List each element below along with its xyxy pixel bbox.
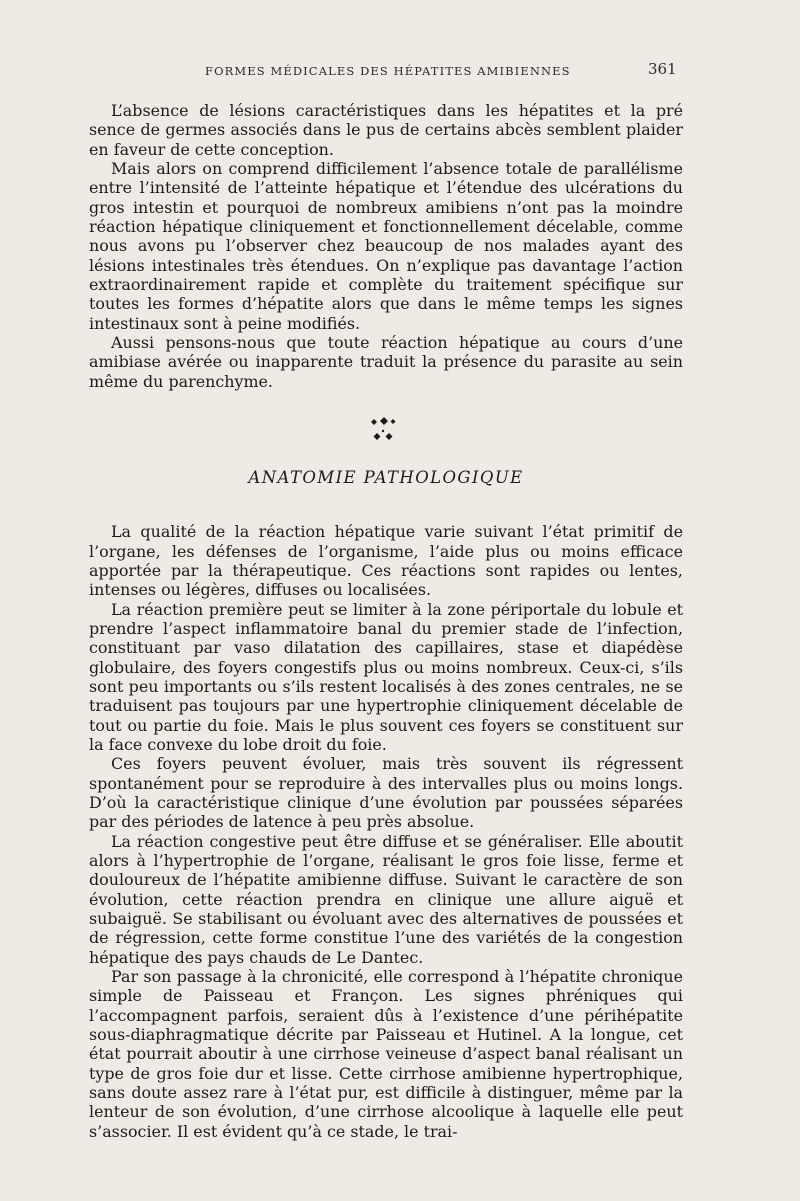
page-number: 361 bbox=[648, 60, 677, 78]
section-ornament bbox=[89, 413, 683, 457]
running-header bbox=[0, 60, 800, 84]
paragraph: Mais alors on comprend difficilement l’absence totale de parallélisme entre l’intensité de l’atteinte hépatique et l’étendue des ulcérations du gros intestin et pourquoi de nombreux amibiens n’ont pas la moindre réaction hépatique cliniquement et fonctionnellement décelable, comme nous avons pu l’observer chez beaucoup de nos malades ayant des lésions intestinales très étendues. On n’explique pas davantage l’action extraordinairement rapide et complète du traitement spécifique sur toutes les formes d’hépatite alors que dans le même temps les signes intestinaux sont à peine modifiés. bbox=[89, 159, 683, 333]
paragraph: Ces foyers peuvent évoluer, mais très souvent ils régressent spontanément pour se reproduire à des intervalles plus ou moins longs. D’où la caractéristique clinique d’une évolution par poussées séparées par des périodes de latence à peu près absolue. bbox=[89, 754, 683, 832]
fleuron-icon bbox=[364, 413, 404, 449]
running-title: FORMES MÉDICALES DES HÉPATITES AMIBIENNES bbox=[205, 64, 571, 78]
section-title: ANATOMIE PATHOLOGIQUE bbox=[248, 468, 524, 488]
paragraph: La réaction première peut se limiter à la zone périportale du lobule et prendre l’aspect inflammatoire banal du premier stade de l’infection, constituant par vaso dilatation des capillaires, stase et diapédèse globulaire, des foyers congestifs plus ou moins nombreux. Ceux-ci, s’ils sont peu importants ou s’ils restent localisés à des zones centrales, ne se traduisent pas toujours par une hypertrophie cliniquement décelable de tout ou partie du foie. Mais le plus souvent ces foyers se constituent sur la face convexe du lobe droit du foie. bbox=[89, 599, 683, 754]
paragraph: La réaction congestive peut être diffuse et se généraliser. Elle aboutit alors à l’hypertrophie de l’organe, réalisant le gros foie lisse, ferme et douloureux de l’hépatite amibienne diffuse. Suivant le caractère de son évolution, cette réaction prendra en clinique une allure aiguë et subaiguë. Se stabilisant ou évoluant avec des alternatives de poussées et de régression, cette forme constitue l’une des variétés de la congestion hépatique des pays chauds de Le Dantec. bbox=[89, 831, 683, 967]
text-column bbox=[89, 101, 683, 1141]
paragraph: Aussi pensons-nous que toute réaction hépatique au cours d’une amibiase avérée ou inapparente traduit la présence du parasite au sein même du parenchyme. bbox=[89, 333, 683, 391]
paragraph: Par son passage à la chronicité, elle correspond à l’hépatite chronique simple de Paisseau et Françon. Les signes phréniques qui l’accompagnent parfois, seraient dûs à l’existence d’une périhépatite sous-diaphragmatique décrite par Paisseau et Hutinel. A la longue, cet état pourrait aboutir à une cirrhose veineuse d’aspect banal réalisant un type de gros foie dur et lisse. Cette cirrhose amibienne hypertrophique, sans doute assez rare à l’état pur, est difficile à distinguer, même par la lenteur de son évolution, d’une cirrhose alcoolique à laquelle elle peut s’associer. Il est évident qu’à ce stade, le trai- bbox=[89, 967, 683, 1141]
paragraph: L’absence de lésions caractéristiques dans les hépatites et la pré sence de germes associés dans le pus de certains abcès semblent plaider en faveur de cette conception. bbox=[89, 101, 683, 159]
paragraph: La qualité de la réaction hépatique varie suivant l’état primitif de l’organe, les défenses de l’organisme, l’aide plus ou moins efficace apportée par la thérapeutique. Ces réactions sont rapides ou lentes, intenses ou légères, diffuses ou localisées. bbox=[89, 522, 683, 600]
